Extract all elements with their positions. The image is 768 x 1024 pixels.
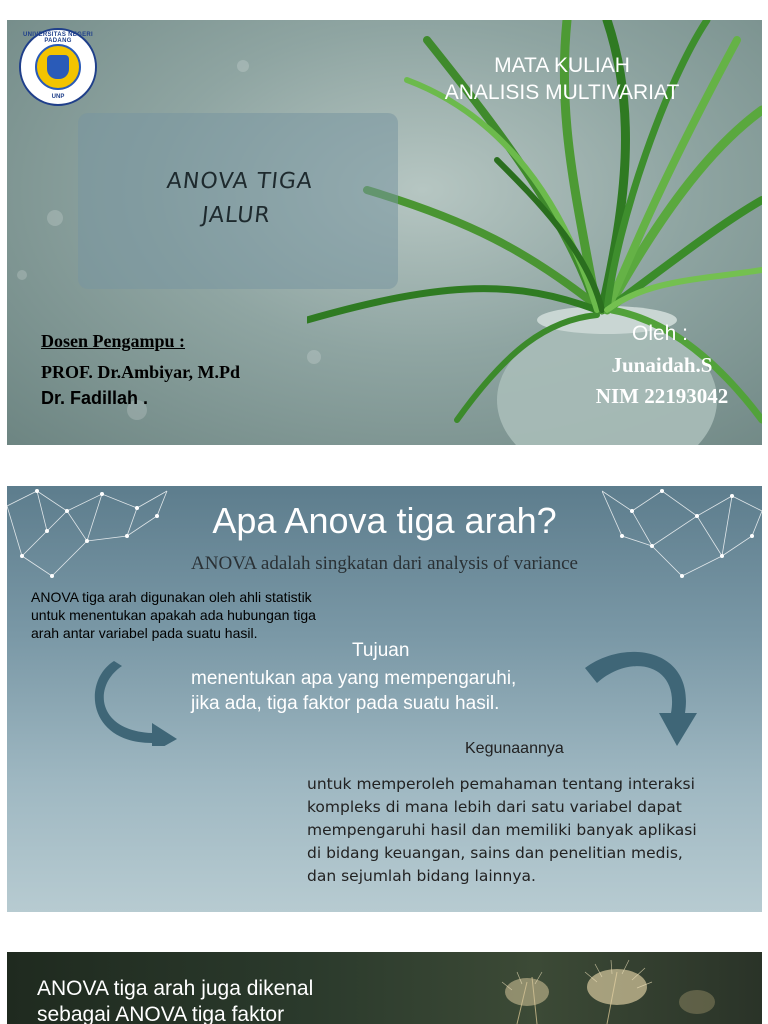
usage-text bbox=[307, 773, 747, 888]
course-line-1: MATA KULIAH bbox=[494, 54, 630, 77]
usage-line-2: kompleks di mana lebih dari satu variabel dapat bbox=[307, 798, 682, 816]
usage-line-1: untuk memperoleh pemahaman tentang interaksi bbox=[307, 775, 695, 793]
university-seal-icon bbox=[35, 44, 81, 90]
author-label: Oleh : bbox=[631, 322, 689, 345]
lecturer-name-2: Dr. Fadillah . bbox=[41, 388, 149, 408]
bokeh-dot bbox=[17, 270, 27, 280]
slide-three-line-1: ANOVA tiga arah juga dikenal bbox=[37, 977, 314, 1000]
slide-main-title bbox=[74, 165, 401, 233]
slide-three-line-2: sebagai ANOVA tiga faktor bbox=[37, 1003, 285, 1024]
definition-text: ANOVA tiga arah digunakan oleh ahli statistik untuk menentukan apakah ada hubungan tiga arah antar variabel pada suatu hasil. bbox=[31, 589, 316, 641]
logo-text-bottom: UNP bbox=[51, 94, 65, 100]
title-box bbox=[78, 113, 398, 289]
course-line-2: ANALISIS MULTIVARIAT bbox=[444, 81, 680, 104]
usage-line-4: di bidang keuangan, sains dan penelitian medis, bbox=[307, 844, 683, 862]
slide-definition bbox=[7, 486, 762, 912]
logo-emblem bbox=[47, 55, 69, 79]
slide-heading: Apa Anova tiga arah? bbox=[212, 500, 557, 541]
bokeh-dot bbox=[237, 60, 249, 72]
university-logo bbox=[19, 28, 97, 106]
logo-text-top: UNIVERSITAS NEGERI PADANG bbox=[23, 32, 93, 44]
bokeh-dot bbox=[47, 210, 63, 226]
purpose-text bbox=[191, 666, 611, 716]
slide-three-factor bbox=[7, 952, 762, 1024]
curved-arrow-left-icon bbox=[92, 661, 187, 746]
purpose-heading: Tujuan bbox=[352, 640, 410, 661]
purpose-line-2: jika ada, tiga faktor pada suatu hasil. bbox=[191, 693, 500, 714]
author-nim: NIM 22193042 bbox=[595, 384, 729, 408]
usage-line-5: dan sejumlah bidang lainnya. bbox=[307, 867, 536, 885]
lecturer-label: Dosen Pengampu : bbox=[41, 331, 186, 351]
course-title bbox=[407, 52, 717, 106]
title-line-2: JALUR bbox=[200, 203, 272, 228]
slide-three-text bbox=[37, 976, 397, 1024]
lecturer-name-1: PROF. Dr.Ambiyar, M.Pd bbox=[41, 362, 241, 382]
author-name: Junaidah.S bbox=[611, 353, 713, 377]
purpose-line-1: menentukan apa yang mempengaruhi, bbox=[191, 668, 517, 689]
usage-heading: Kegunaannya bbox=[465, 740, 564, 757]
slide-title bbox=[7, 20, 762, 445]
title-line-1: ANOVA TIGA bbox=[165, 169, 315, 194]
grass-image bbox=[407, 952, 762, 1024]
slide-subheading: ANOVA adalah singkatan dari analysis of variance bbox=[191, 553, 578, 574]
usage-line-3: mempengaruhi hasil dan memiliki banyak aplikasi bbox=[307, 821, 697, 839]
